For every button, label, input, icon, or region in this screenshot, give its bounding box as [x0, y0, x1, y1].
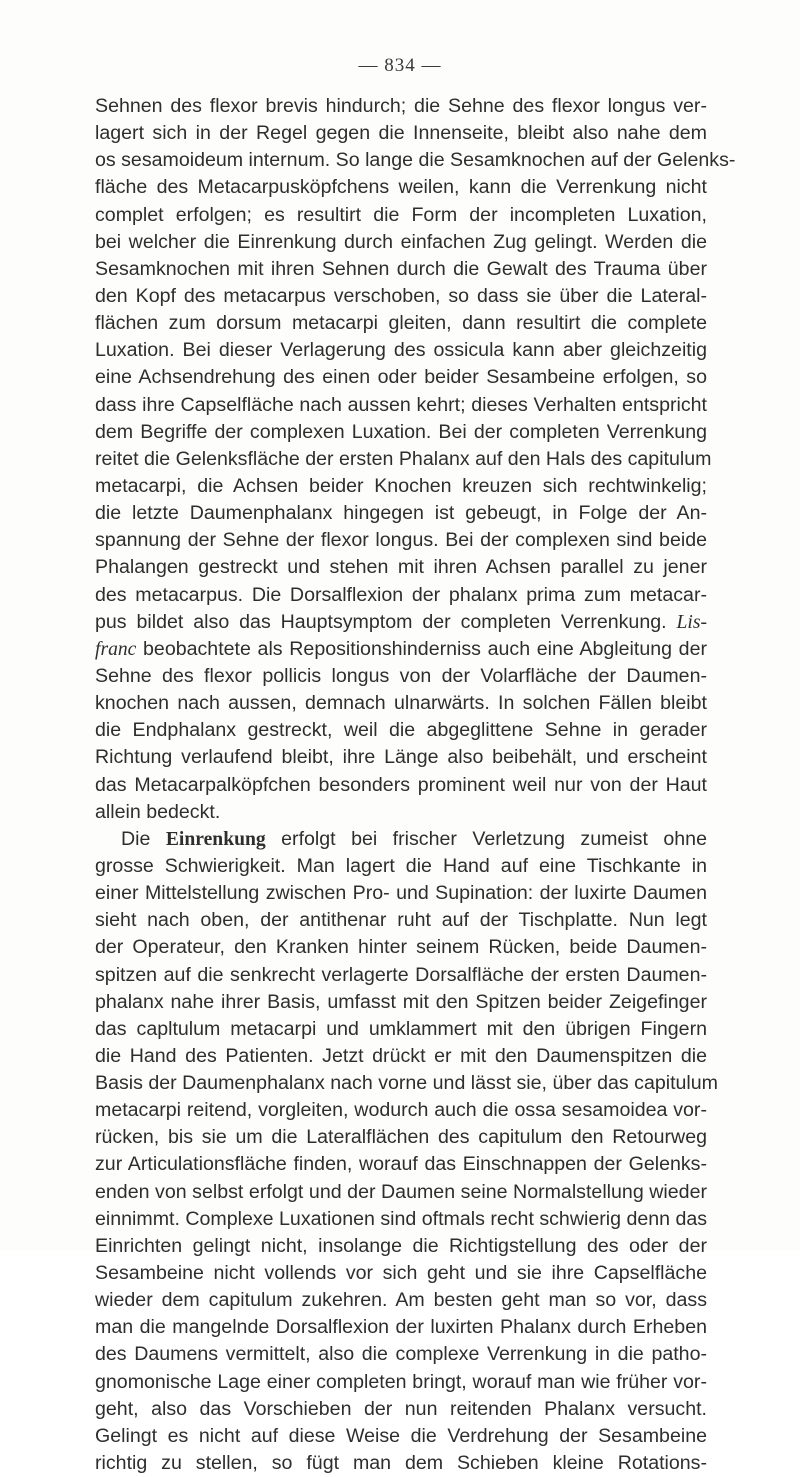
text-line: die Hand des Patienten. Jetzt drückt er mit den Daumenspitzen die: [95, 1044, 707, 1067]
text-line: rücken, bis sie um die Lateralflächen des capitulum den Retourweg: [95, 1126, 707, 1149]
line-text: Die: [121, 827, 166, 850]
text-line: dass ihre Capselfläche nach aussen kehrt; dieses Verhalten entspricht: [95, 393, 707, 416]
text-line: einer Mittelstellung zwischen Pro- und Supination: der luxirte Daumen: [95, 882, 707, 905]
text-line: des Daumens vermittelt, also die complexe Verrenkung in die patho-: [95, 1343, 707, 1366]
text-line: wieder dem capitulum zukehren. Am besten geht man so vor, dass: [95, 1289, 707, 1312]
text-line: gnomonische Lage einer completen bringt, worauf man wie früher vor-: [95, 1370, 707, 1393]
text-line: [95, 609, 707, 636]
text-line: [95, 826, 707, 853]
line-text: erfolgt bei frischer Verletzung zumeist ohne: [265, 827, 707, 850]
text-line: Richtung verlaufend bleibt, ihre Länge also beibehält, und erscheint: [95, 746, 707, 769]
text-line: die Endphalanx gestreckt, weil die abgeglittene Sehne in gerader: [95, 719, 707, 742]
text-line: Sehne des flexor pollicis longus von der Volarfläche der Daumen-: [95, 664, 707, 687]
text-line: die letzte Daumenphalanx hingegen ist gebeugt, in Folge der An-: [95, 502, 707, 525]
page-number: — 834 —: [358, 55, 442, 76]
body-text: [95, 93, 736, 1477]
text-line: Sesamknochen mit ihren Sehnen durch die Gewalt des Trauma über: [95, 257, 707, 280]
text-line: Phalangen gestreckt und stehen mit ihren Achsen parallel zu jener: [95, 556, 707, 579]
author-name-italic: Lis-: [676, 611, 707, 633]
text-line: reitet die Gelenksfläche der ersten Phalanx auf den Hals des capitulum: [95, 447, 712, 470]
text-line: phalanx nahe ihrer Basis, umfasst mit den Spitzen beider Zeigefinger: [95, 990, 707, 1013]
text-line: allein bedeckt.: [95, 800, 221, 823]
text-line: fläche des Metacarpusköpfchens weilen, kann die Verrenkung nicht: [95, 176, 707, 199]
text-line: os sesamoideum internum. So lange die Sesamknochen auf der Gelenks-: [95, 149, 736, 172]
text-line: knochen nach aussen, demnach ulnarwärts. In solchen Fällen bleibt: [95, 692, 707, 715]
text-line: Einrichten gelingt nicht, insolange die Richtigstellung des oder der: [95, 1234, 707, 1257]
line-text: beobachtete als Repositionshinderniss auch eine Abgleitung der: [136, 637, 707, 660]
text-line: eine Achsendrehung des einen oder beider Sesambeine erfolgen, so: [95, 366, 707, 389]
text-line: das capltulum metacarpi und umklammert mit den übrigen Fingern: [95, 1017, 707, 1040]
text-line: man die mangelnde Dorsalflexion der luxirten Phalanx durch Erheben: [95, 1316, 707, 1339]
text-line: grosse Schwierigkeit. Man lagert die Hand auf eine Tischkante in: [95, 854, 707, 877]
text-line: bei welcher die Einrenkung durch einfachen Zug gelingt. Werden die: [95, 230, 707, 253]
text-line: spannung der Sehne der flexor longus. Bei der complexen sind beide: [95, 529, 707, 552]
text-line: dem Begriffe der complexen Luxation. Bei der completen Verrenkung: [95, 420, 707, 443]
text-line: sieht nach oben, der antithenar ruht auf der Tischplatte. Nun legt: [95, 909, 707, 932]
text-line: zur Articulationsfläche finden, worauf das Einschnappen der Gelenks-: [95, 1153, 707, 1176]
text-line: flächen zum dorsum metacarpi gleiten, dann resultirt die complete: [95, 312, 707, 335]
text-line: complet erfolgen; es resultirt die Form der incompleten Luxation,: [95, 203, 707, 226]
text-line: geht, also das Vorschieben der nun reitenden Phalanx versucht.: [95, 1397, 707, 1420]
text-line: richtig zu stellen, so fügt man dem Schieben kleine Rotations-: [95, 1452, 707, 1475]
text-line: Basis der Daumenphalanx nach vorne und lässt sie, über das capitulum: [95, 1072, 719, 1095]
author-name-italic: franc: [95, 638, 137, 660]
text-line: Luxation. Bei dieser Verlagerung des ossicula kann aber gleichzeitig: [95, 339, 707, 362]
text-line: der Operateur, den Kranken hinter seinem Rücken, beide Daumen-: [95, 936, 707, 959]
text-line: das Metacarpalköpfchen besonders prominent weil nur von der Haut: [95, 773, 707, 796]
paragraph-1: [95, 93, 736, 826]
text-line: den Kopf des metacarpus verschoben, so dass sie über die Lateral-: [95, 284, 707, 307]
text-line: enden von selbst erfolgt und der Daumen seine Normalstellung wieder: [95, 1180, 707, 1203]
text-line: einnimmt. Complexe Luxationen sind oftmals recht schwierig denn das: [95, 1207, 708, 1230]
text-line: spitzen auf die senkrecht verlagerte Dorsalfläche der ersten Daumen-: [95, 963, 707, 986]
paragraph-2: [95, 826, 719, 1477]
text-line: Sesambeine nicht vollends vor sich geht und sie ihre Capselfläche: [95, 1262, 707, 1285]
text-line: metacarpi reitend, vorgleiten, wodurch auch die ossa sesamoidea vor-: [95, 1099, 707, 1122]
text-line: des metacarpus. Die Dorsalflexion der phalanx prima zum metacar-: [95, 583, 707, 606]
line-text: pus bildet also das Hauptsymptom der completen Verrenkung.: [95, 610, 677, 633]
section-keyword: Einrenkung: [165, 828, 266, 850]
text-line: [95, 636, 707, 663]
text-line: metacarpi, die Achsen beider Knochen kreuzen sich rechtwinkelig;: [95, 474, 707, 497]
text-line: lagert sich in der Regel gegen die Innenseite, bleibt also nahe dem: [95, 122, 707, 145]
text-line: Gelingt es nicht auf diese Weise die Verdrehung der Sesambeine: [95, 1424, 707, 1447]
text-line: Sehnen des flexor brevis hindurch; die Sehne des flexor longus ver-: [95, 95, 707, 117]
